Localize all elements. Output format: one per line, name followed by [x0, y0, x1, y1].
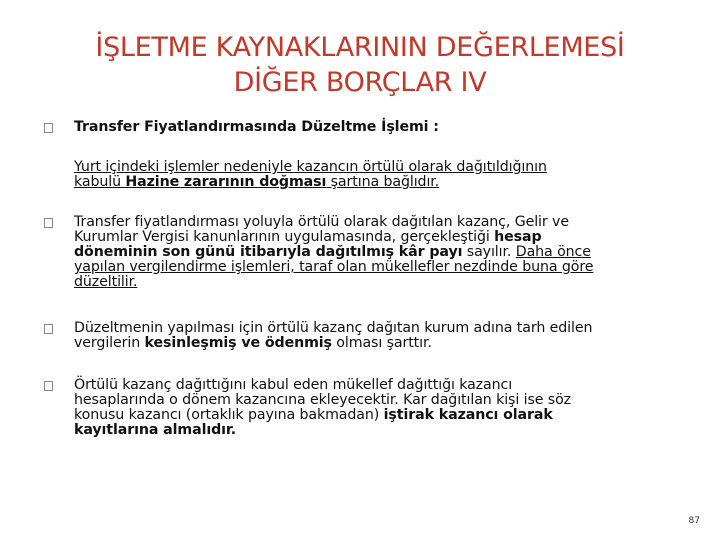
p3-line-2: vergilerin kesinleşmiş ve ödenmiş olması şarttır.	[74, 335, 432, 351]
p3-line-1: Düzeltmenin yapılması için örtülü kazanç dağıtan kurum adına tarh edilen	[74, 320, 593, 336]
title-line-2: DİĞER BORÇLAR IV	[233, 67, 487, 98]
intro-line-2: kabulü Hazine zararının doğması şartına bağlıdır.	[74, 174, 440, 190]
p2-line-5: düzeltilir.	[74, 274, 138, 290]
bullet-square-icon	[44, 218, 53, 228]
title-line-1: İŞLETME KAYNAKLARININ DEĞERLEMESİ	[95, 32, 625, 63]
slide-title	[60, 30, 660, 100]
p2-line-2: Kurumlar Vergisi kanunlarının uygulamasında, gerçekleştiği hesap	[74, 229, 542, 245]
p4-line-3: konusu kazancı (ortaklık payına bakmadan) iştirak kazancı olarak	[74, 407, 553, 423]
paragraph-correction	[74, 321, 690, 351]
bullet-square-icon	[44, 324, 53, 334]
page-number: 87	[688, 516, 700, 526]
intro-paragraph	[74, 160, 690, 190]
p2-line-4: yapılan vergilendirme işlemleri, taraf olan mükellefler nezdinde buna göre	[74, 259, 594, 275]
paragraph-transfer-pricing	[74, 215, 690, 290]
intro-line-1: Yurt içindeki işlemler nedeniyle kazancın örtülü olarak dağıtıldığının	[74, 159, 547, 175]
paragraph-hidden-earnings	[74, 378, 690, 438]
p2-line-1: Transfer fiyatlandırması yoluyla örtülü olarak dağıtılan kazanç, Gelir ve	[74, 214, 569, 230]
p4-line-4: kayıtlarına almalıdır.	[74, 422, 237, 438]
p4-line-1: Örtülü kazanç dağıttığını kabul eden mükellef dağıttığı kazancı	[74, 377, 513, 393]
heading-paragraph	[74, 120, 690, 135]
heading-text: Transfer Fiyatlandırmasında Düzeltme İşlemi :	[74, 119, 439, 135]
bullet-square-icon	[44, 381, 53, 391]
p2-line-3: döneminin son günü itibarıyla dağıtılmış kâr payı sayılır. Daha önce	[74, 244, 591, 260]
bullet-square-icon	[44, 123, 53, 133]
p4-line-2: hesaplarında o dönem kazancına ekleyecektir. Kar dağıtılan kişi ise söz	[74, 392, 571, 408]
